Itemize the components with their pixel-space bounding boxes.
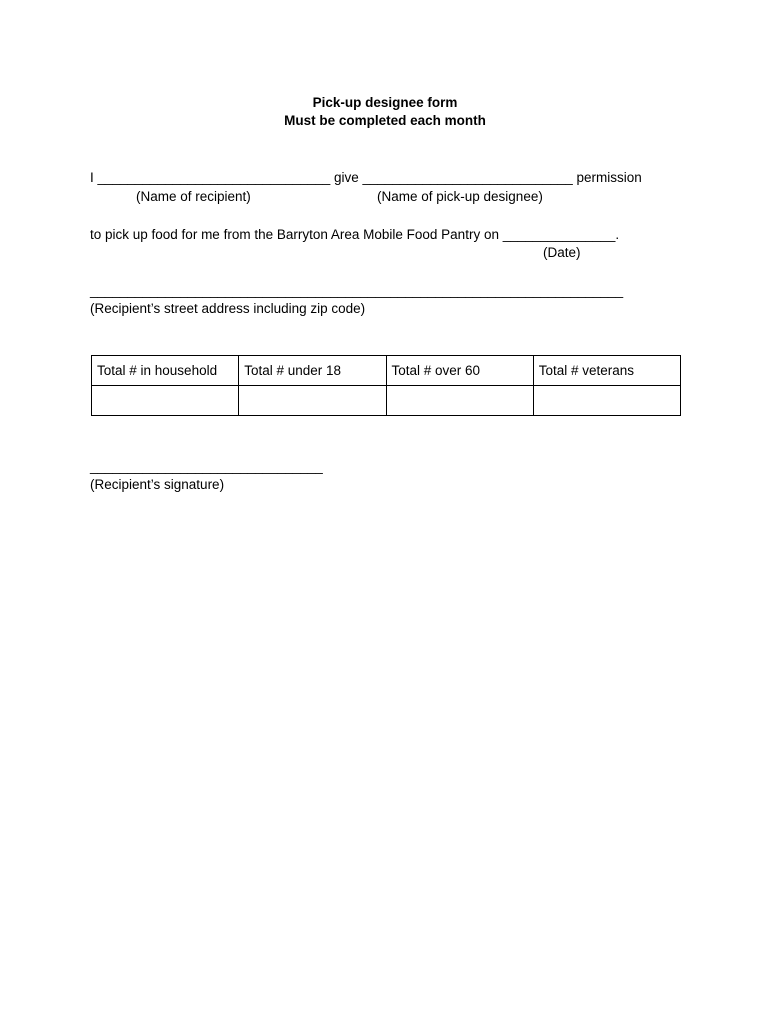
permission-statement-line: I _______________________________ give ____________________________ permission xyxy=(90,170,642,185)
designee-name-caption: (Name of pick-up designee) xyxy=(377,189,543,204)
address-caption: (Recipient’s street address including zip code) xyxy=(90,301,366,316)
recipient-name-caption: (Name of recipient) xyxy=(136,189,251,204)
signature-caption: (Recipient’s signature) xyxy=(90,477,225,492)
date-caption: (Date) xyxy=(543,245,581,260)
header-cell-over-60: Total # over 60 xyxy=(386,356,533,386)
table-value-row xyxy=(92,386,681,416)
value-cell-household[interactable] xyxy=(92,386,239,416)
pickup-statement-line: to pick up food for me from the Barryton Area Mobile Food Pantry on _______________. xyxy=(90,227,620,242)
value-cell-under-18[interactable] xyxy=(239,386,386,416)
value-cell-over-60[interactable] xyxy=(386,386,533,416)
header-cell-under-18: Total # under 18 xyxy=(239,356,386,386)
address-line: _______________________________________________________________________ xyxy=(90,283,624,298)
form-title-line1: Pick-up designee form xyxy=(312,95,458,110)
household-table xyxy=(91,355,681,416)
form-title-line2: Must be completed each month xyxy=(284,113,486,128)
signature-line: _______________________________ xyxy=(90,459,323,474)
table-header-row xyxy=(92,356,681,386)
header-cell-veterans: Total # veterans xyxy=(533,356,680,386)
header-cell-household: Total # in household xyxy=(92,356,239,386)
value-cell-veterans[interactable] xyxy=(533,386,680,416)
